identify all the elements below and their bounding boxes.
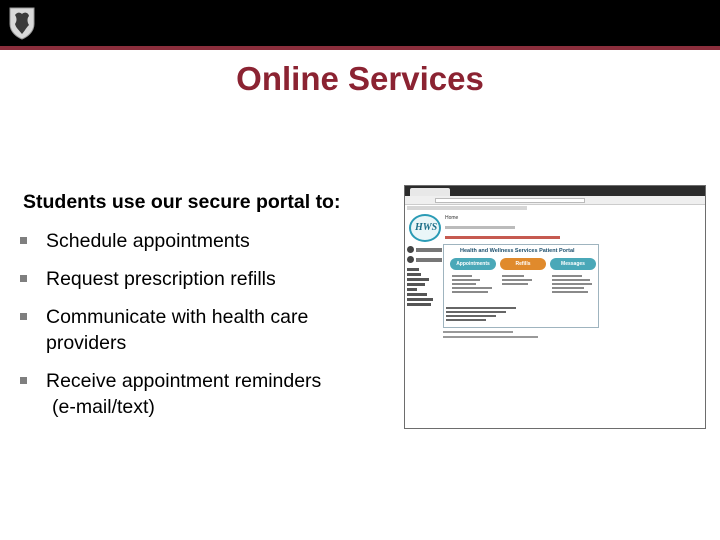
- portal-title: Health and Wellness Services Patient Portal: [460, 248, 575, 254]
- browser-titlebar: [405, 186, 706, 196]
- left-nav-menu: [407, 268, 437, 308]
- address-bar: [405, 196, 706, 205]
- bullet-list: [20, 228, 390, 432]
- messages-button: Messages: [550, 258, 596, 270]
- patient-portal-screenshot: [404, 185, 706, 429]
- bullet-item: [20, 368, 390, 420]
- page-heading: Home: [445, 215, 459, 221]
- patient-portal-panel: [443, 244, 599, 328]
- portal-info-text: [446, 307, 518, 323]
- window-controls: [679, 188, 703, 193]
- slide-title: Online Services: [236, 60, 484, 97]
- square-bullet-icon: [20, 313, 27, 320]
- messages-links: [552, 275, 596, 295]
- square-bullet-icon: [20, 275, 27, 282]
- browser-tab: [410, 188, 450, 196]
- phone-number-row: [407, 246, 443, 254]
- square-bullet-icon: [20, 377, 27, 384]
- bullet-text: Schedule appointments: [46, 230, 250, 252]
- bullet-item: [20, 266, 390, 292]
- bullet-text: Request prescription refills: [46, 268, 276, 290]
- refills-button: Refills: [500, 258, 546, 270]
- intro-text: Students use our secure portal to:: [23, 191, 341, 213]
- notice-line: [445, 236, 560, 239]
- bullet-item: [20, 304, 390, 356]
- appointments-links: [452, 275, 496, 295]
- breadcrumb: [407, 206, 527, 210]
- bullet-text: Receive appointment reminders: [46, 370, 322, 392]
- appointments-button: Appointments: [450, 258, 496, 270]
- refills-links: [502, 275, 546, 287]
- url-field: [435, 198, 585, 203]
- top-banner: [0, 0, 720, 46]
- hws-logo: [409, 214, 441, 242]
- bullet-text-continued: providers: [46, 332, 127, 354]
- hws-logo-text: HWS: [415, 222, 438, 233]
- university-logo-icon: [7, 6, 37, 40]
- phone-number-row: [407, 256, 443, 264]
- phone-icon: [407, 246, 414, 253]
- square-bullet-icon: [20, 237, 27, 244]
- banner-rule: [0, 46, 720, 50]
- bullet-text-continued: (e-mail/text): [52, 396, 155, 418]
- bullet-text: Communicate with health care: [46, 306, 309, 328]
- page-footer: [443, 331, 543, 341]
- bullet-item: [20, 228, 390, 254]
- login-info-line: [445, 226, 515, 229]
- phone-icon: [407, 256, 414, 263]
